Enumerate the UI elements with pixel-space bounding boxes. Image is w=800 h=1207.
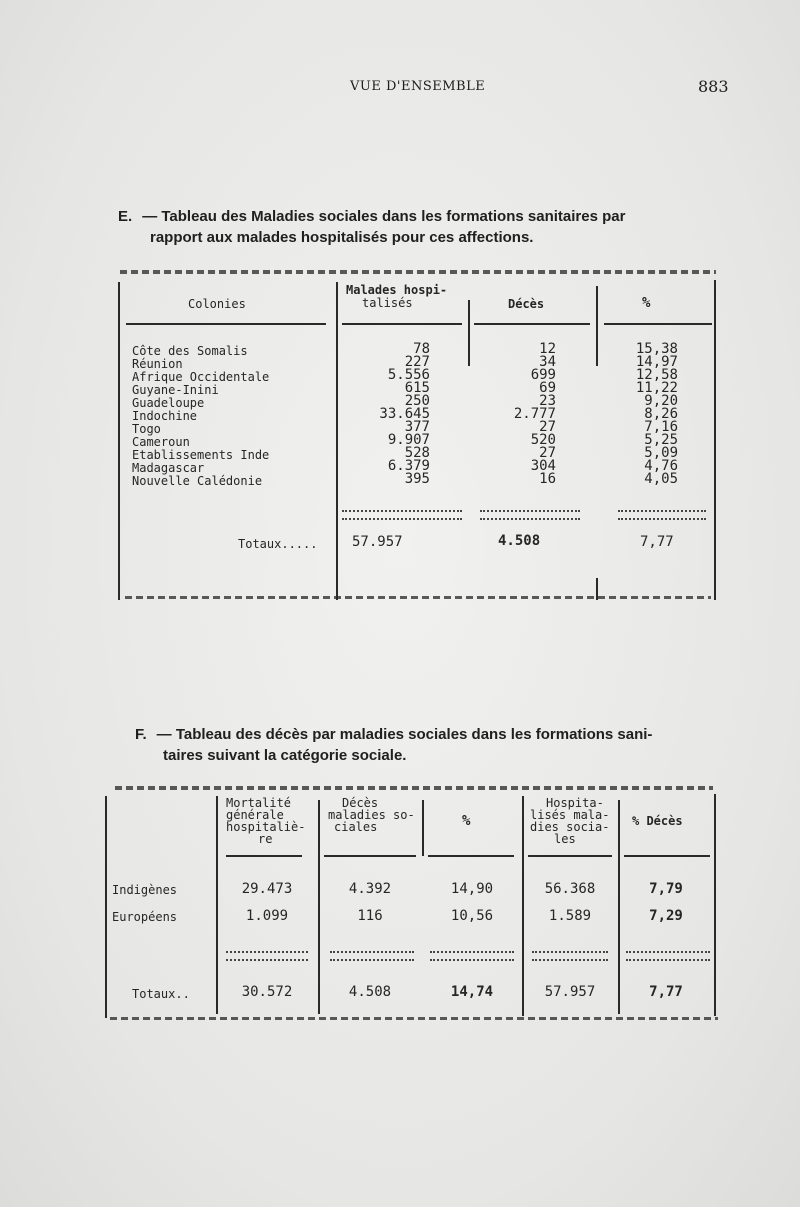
table-f-totals-hosp: 57.957 [544, 984, 596, 1000]
table-f-letter: F. [135, 726, 147, 743]
table-f-header-pct-deces: % Décès [632, 814, 683, 828]
table-f-header-hosp: lisés mala- [530, 808, 610, 822]
table-e-row-hosp: 250 [404, 393, 430, 409]
table-f-border-right [714, 794, 716, 1016]
table-f-total-rule-5 [626, 951, 710, 961]
table-f-row-mortalite: 29.473 [241, 881, 293, 897]
table-e-row-hosp: 5.556 [387, 367, 430, 383]
table-e-row-pct: 4,05 [644, 471, 678, 487]
table-f-total-rule-2 [330, 951, 414, 961]
table-f-bottom-rule [110, 1017, 718, 1020]
table-f-row-pct: 14,90 [450, 881, 494, 897]
table-f-total-rule-3 [430, 951, 514, 961]
table-f-header-deces: Décès [342, 796, 379, 810]
table-f-header-hosp: dies socia- [530, 820, 610, 834]
table-f-header-pct: % [462, 813, 471, 829]
table-e-divider-3 [596, 286, 598, 366]
table-f-totals-pct: 14,74 [450, 984, 494, 1000]
table-e-caption-line2: rapport aux malades hospitalisés pour ces affections. [150, 229, 534, 246]
table-e-row-pct: 5,25 [644, 432, 678, 448]
table-e-row-colonie: Madagascar [132, 461, 205, 475]
table-e-totals-pct: 7,77 [640, 534, 674, 550]
table-e-bottom-rule [125, 596, 711, 599]
table-f-divider-3 [422, 800, 424, 856]
table-f-row-mortalite: 1.099 [245, 908, 289, 924]
table-e-letter: E. [118, 208, 133, 225]
table-e-totals-deces: 4.508 [498, 533, 541, 549]
table-e-divider-3b [596, 578, 598, 600]
table-f-header-rule-4 [528, 855, 612, 857]
table-f-row-deces: 116 [357, 908, 383, 924]
table-e-row-deces: 699 [530, 367, 556, 383]
table-f-header-hosp: les [554, 832, 576, 846]
table-f-header-hosp: Hospita- [546, 796, 604, 810]
table-f-row-label: Indigènes [112, 883, 178, 897]
table-e-row-deces: 27 [539, 445, 556, 461]
table-e-row-deces: 12 [539, 341, 556, 357]
table-e-row-colonie: Nouvelle Calédonie [132, 474, 263, 488]
table-f-top-rule [115, 786, 713, 790]
table-f-header-deces: ciales [334, 820, 378, 834]
table-f-total-rule-4 [532, 951, 608, 961]
table-e-row-colonie: Côte des Somalis [132, 344, 248, 358]
table-e-row-colonie: Guyane-Inini [132, 383, 219, 397]
table-e-row-deces: 304 [530, 458, 556, 474]
table-f-divider-2 [318, 800, 320, 1014]
table-e-row-colonie: Guadeloupe [132, 396, 205, 410]
table-f-row-pct-deces: 7,79 [649, 881, 683, 897]
table-e-row-deces: 2.777 [513, 406, 556, 422]
table-e-row-pct: 5,09 [644, 445, 678, 461]
table-f-header-rule-1 [226, 855, 302, 857]
table-e-header-hosp-line2: talisés [362, 296, 413, 310]
table-e-row-pct: 9,20 [644, 393, 678, 409]
table-f-row-hosp: 1.589 [548, 908, 592, 924]
table-e-row-colonie: Etablissements Inde [132, 448, 270, 462]
table-f-header-rule-3 [428, 855, 514, 857]
table-e-row-pct: 4,76 [644, 458, 678, 474]
table-e-row-pct: 7,16 [644, 419, 678, 435]
table-f-row-pct: 10,56 [450, 908, 494, 924]
table-e-row-deces: 34 [539, 354, 556, 370]
table-e-border-right [714, 280, 716, 600]
table-e-header-rule-2 [342, 323, 462, 325]
table-e-header-rule-1 [126, 323, 326, 325]
table-e-row-hosp: 615 [404, 380, 430, 396]
table-f-divider-4 [522, 796, 524, 1016]
table-e-row-deces: 520 [530, 432, 556, 448]
table-e-row-pct: 8,26 [644, 406, 678, 422]
table-e-caption [118, 206, 708, 248]
table-f-divider-1 [216, 796, 218, 1014]
table-e-row-colonie: Cameroun [132, 435, 190, 449]
table-e-row-deces: 16 [539, 471, 556, 487]
table-f-total-rule-1 [226, 951, 308, 961]
table-e-row-hosp: 78 [413, 341, 430, 357]
table-e-row-pct: 15,38 [635, 341, 678, 357]
table-e-row-pct: 12,58 [635, 367, 678, 383]
table-e-row-hosp: 33.645 [379, 406, 430, 422]
table-e-total-rule-1 [342, 510, 462, 520]
table-e-border-left [118, 282, 120, 600]
table-e-row-pct: 14,97 [635, 354, 678, 370]
table-f-row-hosp: 56.368 [544, 881, 596, 897]
table-e-header-rule-4 [604, 323, 712, 325]
table-e-row-colonie: Afrique Occidentale [132, 370, 270, 384]
page-number: 883 [698, 77, 729, 96]
table-f-header-mortalite: générale [226, 808, 284, 822]
table-e-total-rule-2 [480, 510, 580, 520]
table-e-row-colonie: Togo [132, 422, 161, 436]
table-f-header-rule-5 [624, 855, 710, 857]
table-f-row-pct-deces: 7,29 [649, 908, 683, 924]
table-f-caption [135, 724, 715, 766]
table-f-caption-line1: — Tableau des décès par maladies sociales dans les formations sani- [156, 726, 653, 743]
table-f-totals-label: Totaux.. [132, 987, 190, 1001]
table-e-row-hosp: 528 [404, 445, 430, 461]
table-e-row-pct: 11,22 [635, 380, 678, 396]
running-head [0, 78, 800, 98]
table-e-row-hosp: 377 [404, 419, 430, 435]
table-f-totals-mortalite: 30.572 [241, 984, 293, 1000]
table-f-header-deces: maladies so- [328, 808, 415, 822]
table-f-caption-line2: taires suivant la catégorie sociale. [163, 747, 407, 764]
table-f-row-deces: 4.392 [348, 881, 392, 897]
table-f-header-mortalite: hospitaliè- [226, 820, 306, 834]
table-f-header-mortalite: re [258, 832, 273, 846]
table-e-row-colonie: Réunion [132, 357, 183, 371]
table-e-header-colonies: Colonies [188, 297, 246, 311]
table-e-row-deces: 23 [539, 393, 556, 409]
table-f-totals-pct-deces: 7,77 [649, 984, 683, 1000]
table-f-row-label: Européens [112, 910, 178, 924]
table-e-divider-2 [468, 300, 470, 366]
table-e-caption-line1: — Tableau des Maladies sociales dans les formations sanitaires par [142, 208, 626, 225]
table-e-top-rule [120, 270, 716, 274]
table-e-divider-1 [336, 282, 338, 600]
table-e-totals-hosp: 57.957 [352, 534, 403, 550]
table-e-header-pct: % [642, 295, 651, 311]
table-e-header-rule-3 [474, 323, 590, 325]
table-f-border-left [105, 796, 107, 1018]
table-e-totals-label: Totaux..... [238, 537, 318, 551]
table-f-totals-deces: 4.508 [348, 984, 392, 1000]
table-e-row-deces: 69 [539, 380, 556, 396]
table-e-row-colonie: Indochine [132, 409, 198, 423]
table-e-row-deces: 27 [539, 419, 556, 435]
table-e-row-hosp: 395 [404, 471, 430, 487]
table-e-header-deces: Décès [508, 297, 545, 311]
table-f-header-rule-2 [324, 855, 416, 857]
table-f-divider-5 [618, 800, 620, 1014]
table-e-row-hosp: 6.379 [387, 458, 430, 474]
table-e-row-hosp: 227 [404, 354, 430, 370]
table-e-row-hosp: 9.907 [387, 432, 430, 448]
table-e-total-rule-3 [618, 510, 706, 520]
running-title: VUE D'ENSEMBLE [350, 79, 486, 94]
table-e-header-hosp-line1: Malades hospi- [346, 283, 448, 297]
table-f-header-mortalite: Mortalité [226, 796, 292, 810]
